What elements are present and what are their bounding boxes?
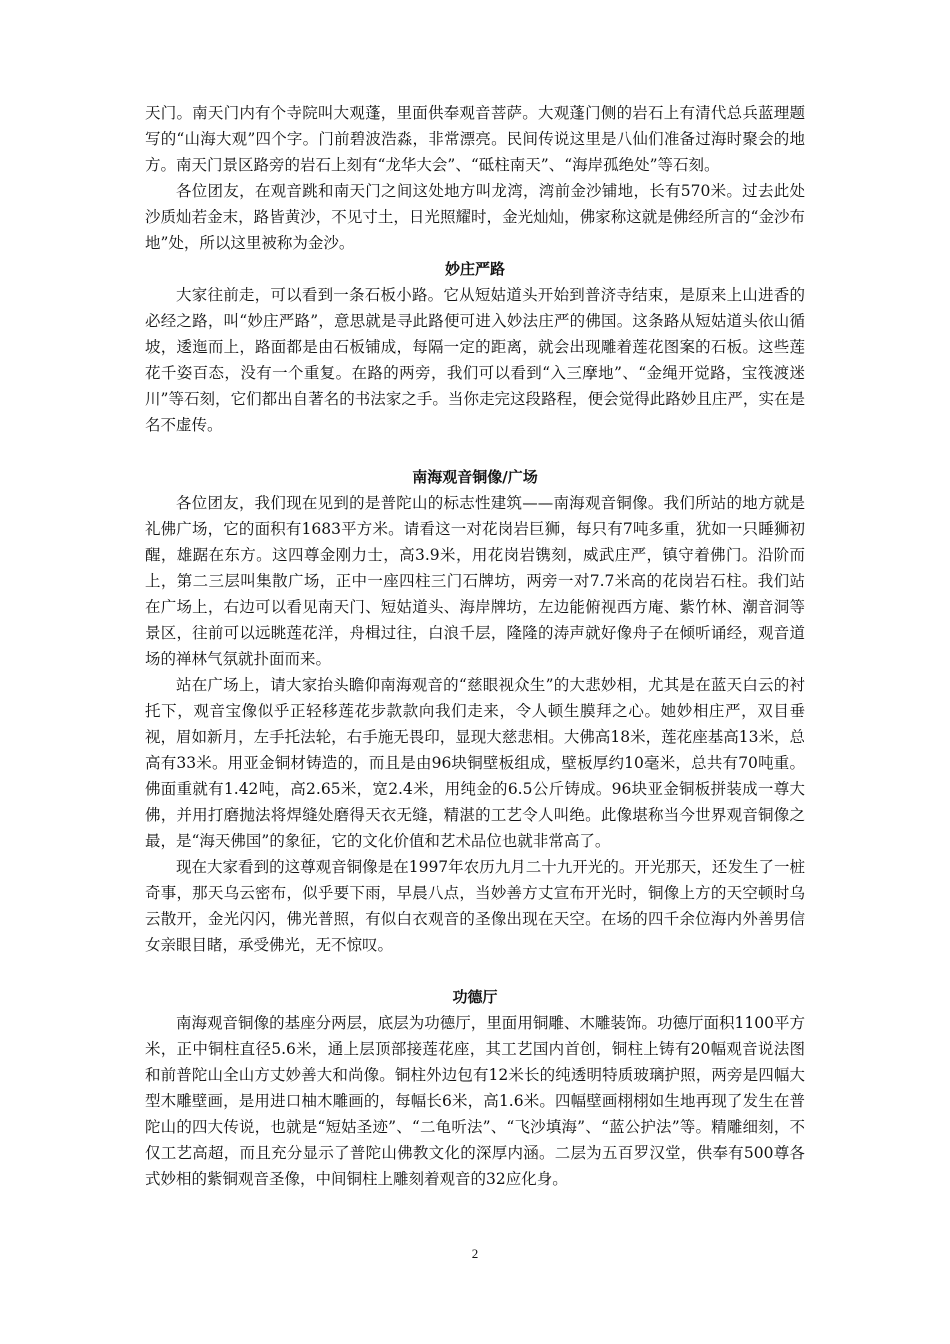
paragraph-gongde-hall: 南海观音铜像的基座分两层，底层为功德厅，里面用铜雕、木雕装饰。功德厅面积1100平方米，正中铜柱直径5.6米，通上层顶部接莲花座，其工艺国内首创，铜柱上铸有20幅观音说法图和前普陀山全山方丈妙善大和尚像。铜柱外边包有12米长的纯透明特质玻璃护照，两旁是四幅大型木雕壁画，是用进口柚木雕画的，每幅长6米，高1.6米。四幅壁画栩栩如生地再现了发生在普陀山的四大传说，也就是“短姑圣迹”、“二龟听法”、“飞沙填海”、“蓝公护法”等。精雕细刻，不仅工艺高超，而且充分显示了普陀山佛教文化的深厚内涵。二层为五百罗汉堂，供奉有500尊各式妙相的紫铜观音圣像，中间铜柱上雕刻着观音的32应化身。: [145, 1014, 805, 1188]
heading-miaozhuang-road: 妙庄严路: [444, 260, 505, 278]
paragraph-south-gate: 天门。南天门内有个寺院叫大观蓬，里面供奉观音菩萨。大观蓬门侧的岩石上有清代总兵蓝理题写的“山海大观”四个字。门前碧波浩淼，非常漂亮。民间传说这里是八仙们准备过海时聚会的地方。南天门景区路旁的岩石上刻有“龙华大会”、“砥柱南天”、“海岸孤绝处”等石刻。: [145, 104, 805, 174]
section-spacer: [145, 438, 805, 464]
paragraph-golden-sand: 各位团友，在观音跳和南天门之间这处地方叫龙湾，湾前金沙铺地，长有570米。过去此处沙质灿若金末，路皆黄沙，不见寸土，日光照耀时，金光灿灿，佛家称这就是佛经所言的“金沙布地”处，所以这里被称为金沙。: [145, 182, 805, 252]
document-page: [145, 100, 805, 1192]
paragraph-nanhai-plaza: 各位团友，我们现在见到的是普陀山的标志性建筑——南海观音铜像。我们所站的地方就是礼佛广场，它的面积有1683平方米。请看这一对花岗岩巨狮，每只有7吨多重，犹如一只睡狮初醒，雄踞在东方。这四尊金刚力士，高3.9米，用花岗岩镌刻，威武庄严，镇守着佛门。沿阶而上，第二三层叫集散广场，正中一座四柱三门石牌坊，两旁一对7.7米高的花岗岩石柱。我们站在广场上，右边可以看见南天门、短姑道头、海岸牌坊，左边能俯视西方庵、紫竹林、潮音洞等景区，往前可以远眺莲花洋，舟楫过往，白浪千层，隆隆的涛声就好像舟子在倾听诵经，观音道场的禅林气氛就扑面而来。: [145, 494, 805, 668]
paragraph-miaozhuang-road: 大家往前走，可以看到一条石板小路。它从短姑道头开始到普济寺结束，是原来上山进香的必经之路，叫“妙庄严路”，意思就是寻此路便可进入妙法庄严的佛国。这条路从短姑道头依山循坡，逶迤而上，路面都是由石板铺成，每隔一定的距离，就会出现雕着莲花图案的石板。这些莲花千姿百态，没有一个重复。在路的两旁，我们可以看到“入三摩地”、“金绳开觉路，宝筏渡迷川”等石刻，它们都出自著名的书法家之手。当你走完这段路程，便会觉得此路妙且庄严，实在是名不虚传。: [145, 286, 805, 434]
paragraph-nanhai-consecration: 现在大家看到的这尊观音铜像是在1997年农历九月二十九开光的。开光那天，还发生了一桩奇事，那天乌云密布，似乎要下雨，早晨八点，当妙善方丈宣布开光时，铜像上方的天空顿时乌云散开，金光闪闪，佛光普照，有似白衣观音的圣像出现在天空。在场的四千余位海内外善男信女亲眼目睹，承受佛光，无不惊叹。: [145, 858, 805, 954]
page-number: 2: [471, 1246, 479, 1261]
section-spacer: [145, 958, 805, 984]
paragraph-nanhai-statue: 站在广场上，请大家抬头瞻仰南海观音的“慈眼视众生”的大悲妙相，尤其是在蓝天白云的衬托下，观音宝像似乎正轻移莲花步款款向我们走来，令人顿生膜拜之心。她妙相庄严，双目垂视，眉如新月，左手托法轮，右手施无畏印，显现大慈悲相。大佛高18米，莲花座基高13米，总高有33米。用亚金铜材铸造的，而且是由96块铜壁板组成，壁板厚约10毫米，总共有70吨重。佛面重就有1.42吨，高2.65米，宽2.4米，用纯金的6.5公斤铸成。96块亚金铜板拼装成一尊大佛，并用打磨抛法将焊缝处磨得天衣无缝，精湛的工艺令人叫绝。此像堪称当今世界观音铜像之最，是“海天佛国”的象征，它的文化价值和艺术品位也就非常高了。: [145, 676, 805, 850]
heading-nanhai-guanyin: 南海观音铜像/广场: [412, 468, 538, 486]
heading-gongde-hall: 功德厅: [452, 988, 498, 1006]
